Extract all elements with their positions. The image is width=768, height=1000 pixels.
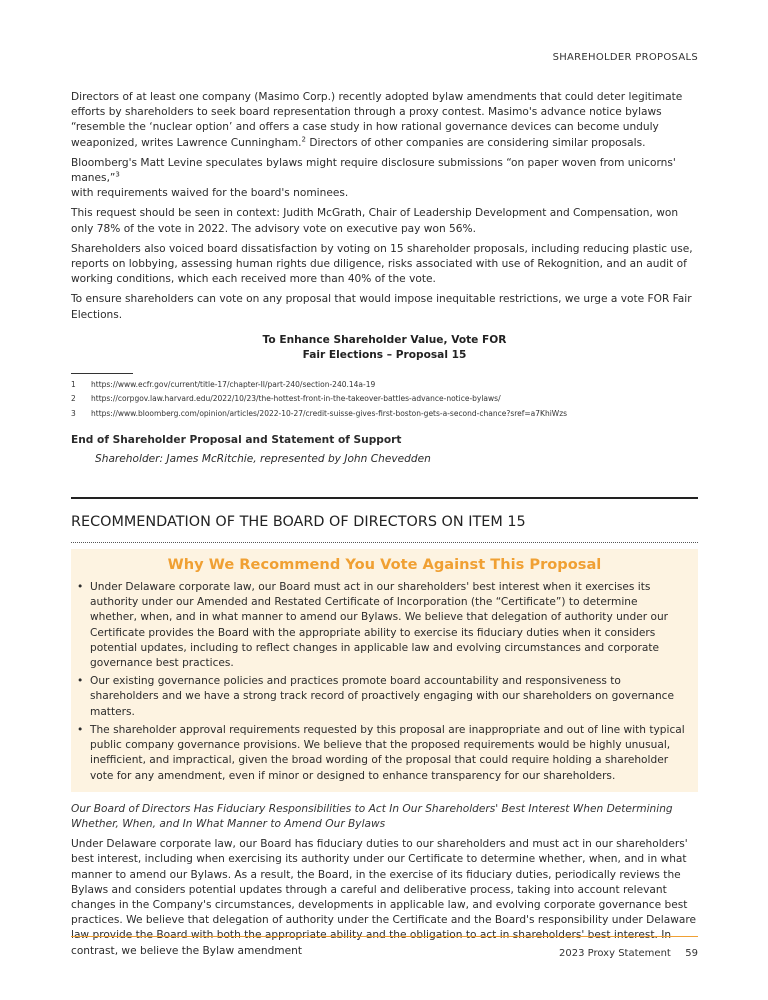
footer-doc-title: 2023 Proxy Statement: [559, 948, 671, 959]
footer-divider: [71, 936, 698, 937]
section-header-label: SHAREHOLDER PROPOSALS: [552, 52, 698, 63]
paragraph-dissatisfaction: Shareholders also voiced board dissatisfaction by voting on 15 shareholder proposals, including reducing plastic use, reports on lobbying, assessing human rights due diligence, risks associated with use of Rekognition, and an audit of working conditions, which each received more than 40% of the vote.: [71, 242, 693, 286]
shareholder-attribution: Shareholder: James McRitchie, represented by John Chevedden: [95, 453, 431, 466]
paragraph-urge-vote: To ensure shareholders can vote on any proposal that would impose inequitable restrictions, we urge a vote FOR Fair Elections.: [71, 293, 692, 321]
footnote-ref-3: 3: [115, 170, 120, 179]
list-item: • Under Delaware corporate law, our Board must act in our shareholders' best interest when it exercises its authority under our Amended and Restated Certificate of Incorporation (the “Certificate”) to determine whether, when, and in what manner to amend our Bylaws. We believe that delegation of authority under our Certificate provides the Board with the appropriate ability to exercise its fiduciary duties when it considers potential updates, including to reflect changes in applicable law and evolving circumstances and corporate governance best practices.: [90, 580, 686, 671]
paragraph-levine: Bloomberg's Matt Levine speculates bylaws might require disclosure submissions “on paper woven from unicorns' manes,”$^3$ with requirements waived for the board's nominees.: [71, 156, 676, 200]
main-content: [71, 90, 698, 959]
recommendation-callout-box: [71, 549, 698, 792]
paragraph-context: This request should be seen in context: Judith McGrath, Chair of Leadership Development and Compensation, won only 78% of the vote in 2022. The advisory vote on executive pay won 56%.: [71, 207, 679, 235]
paragraph-fiduciary: Under Delaware corporate law, our Board has fiduciary duties to our shareholders and must act in our shareholders' best interest, including when exercising its authority under our Certificate to determine whether, when, and in what manner to amend our Bylaws. As a result, the Board, in the exercise of its fiduciary duties, periodically reviews the Bylaws and considers potential updates through a careful and deliberative process, taking into account relevant changes in the Company's circumstances, developments in applicable law, and evolving corporate governance best practices. We believe that delegation of authority under the Certificate and the Board's responsibility under Delaware law provide the Board with both the appropriate ability and the obligation to act in shareholders' best interest. In contrast, we believe the Bylaw amendment: [71, 838, 697, 957]
fiduciary-subheading: Our Board of Directors Has Fiduciary Responsibilities to Act In Our Shareholders' Best Interest When Determining Whether, When, and In What Manner to Amend Our Bylaws: [71, 802, 673, 830]
footnote-divider: [71, 373, 133, 374]
footnote-link[interactable]: https://corpgov.law.harvard.edu/2022/10/23/the-hottest-front-in-the-takeover-battles-advance-notice-bylaws/: [91, 394, 501, 404]
footnotes: [71, 378, 698, 421]
section-divider: [71, 497, 698, 499]
footnote-number: 3: [71, 408, 76, 418]
callout-title: Why We Recommend You Vote Against This Proposal: [167, 556, 602, 574]
end-of-proposal-title: End of Shareholder Proposal and Statement of Support: [71, 434, 402, 447]
recommendation-bullet-list: [71, 580, 698, 784]
dotted-divider: [71, 542, 698, 543]
vote-callout-line-2: Fair Elections – Proposal 15: [302, 348, 467, 361]
page-number: 59: [685, 948, 698, 959]
footnote-number: 1: [71, 379, 76, 389]
vote-callout: [71, 333, 698, 363]
footnote-ref-2: 2: [301, 135, 307, 144]
footnote: [71, 378, 698, 392]
vote-callout-line-1: To Enhance Shareholder Value, Vote FOR: [262, 333, 507, 346]
list-item: • Our existing governance policies and practices promote board accountability and responsiveness to shareholders and we have a strong track record of proactively engaging with our shareholders on governance matters.: [90, 674, 686, 720]
list-item: • The shareholder approval requirements requested by this proposal are inappropriate and out of line with typical public company governance provisions. We believe that the proposed requirements would be highly unusual, inefficient, and impractical, given the broad wording of the proposal that could require holding a shareholder vote for any amendment, even if minor or designed to enhance transparency for our shareholders.: [90, 723, 686, 784]
recommendation-heading: RECOMMENDATION OF THE BOARD OF DIRECTORS ON ITEM 15: [71, 514, 526, 531]
footnote: [71, 392, 698, 406]
footnote-link[interactable]: https://www.ecfr.gov/current/title-17/chapter-II/part-240/section-240.14a-19: [91, 379, 376, 389]
footnote: [71, 407, 698, 421]
footnote-number: 2: [71, 394, 76, 404]
footnote-link[interactable]: https://www.bloomberg.com/opinion/articles/2022-10-27/credit-suisse-gives-first-boston-gets-a-second-chance?sref=a7KhiWzs: [91, 408, 568, 418]
paragraph-masimo: Directors of at least one company (Masimo Corp.) recently adopted bylaw amendments that could deter legitimate efforts by shareholders to seek board representation through a proxy contest. Masimo's advance notice bylaws “resemble the ‘nuclear option’ and offers a case study in how rational governance devices can become unduly weaponized, writes Lawrence Cunningham.$^2$ Directors of other companies are considering similar proposals.: [71, 91, 683, 149]
